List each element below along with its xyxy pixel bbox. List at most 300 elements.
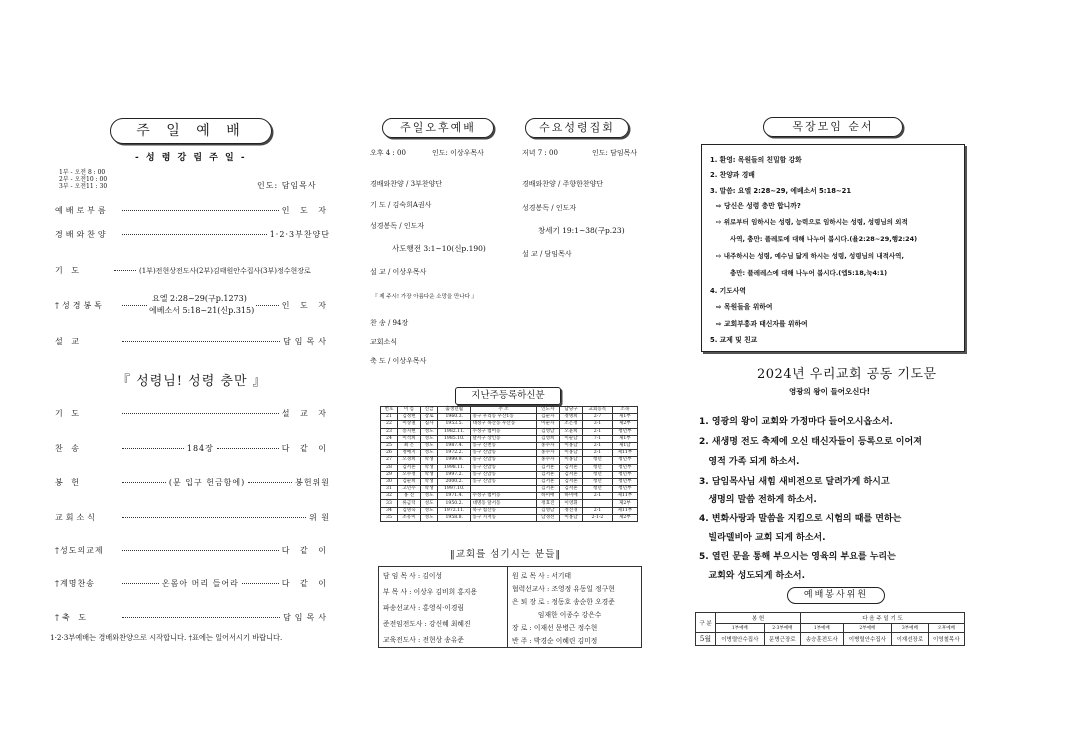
order-label: 기 도 <box>55 409 82 418</box>
table-cell: 김서흔 <box>559 471 582 478</box>
table-cell: 홍수자 <box>536 457 559 464</box>
order-item <box>55 443 330 454</box>
table-cell: 21 <box>381 414 398 421</box>
table-header-cell: 인도자 <box>536 407 559 414</box>
staff-line: 은 퇴 장 로 : 정동호 송순한 오경준 <box>512 598 615 606</box>
vol-head: 봉 헌 <box>716 613 801 624</box>
vol-subhead: 1부예배 <box>716 624 765 633</box>
table-cell: 동구 신암동 <box>471 464 536 471</box>
volunteers-title: 예배봉사위원 <box>787 587 885 604</box>
dot-leader <box>122 341 280 342</box>
table-cell: 1953.5. <box>438 421 471 428</box>
table-cell: 학생 <box>421 457 438 464</box>
cell-item: 5. 교제 및 친교 <box>710 336 758 344</box>
wednesday-service-title: 수요성령집회 <box>525 118 629 138</box>
sunday-leader: 인도: 담임목사 <box>257 181 317 190</box>
table-cell: 29 <box>381 471 398 478</box>
cell-item: ⇨ 내주하시는 성령, 예수님 닮게 하시는 성령, 성령님의 내적사역, <box>716 252 904 260</box>
table-cell: 이홍남 <box>559 450 582 457</box>
table-cell: 최 은 <box>397 442 420 449</box>
order-right: 1·2·3부찬양단 <box>269 230 330 239</box>
table-cell: 청년 <box>583 457 613 464</box>
table-cell: 35 <box>381 514 398 521</box>
table-cell: 하미애 <box>536 493 559 500</box>
table-header-cell: 출생년월 <box>438 407 471 414</box>
dot-leader <box>122 517 306 518</box>
table-cell: 학생 <box>421 486 438 493</box>
table-cell: 송지현 <box>397 428 420 435</box>
table-cell: 성도 <box>421 435 438 442</box>
cell-item: ⇨ 당신은 성령 충만 합니까? <box>716 202 801 210</box>
order-label: 봉 헌 <box>55 478 82 487</box>
table-cell: 오수정 <box>397 471 420 478</box>
table-cell: 김서흔 <box>536 464 559 471</box>
table-cell: 제11부 <box>612 507 637 514</box>
table-cell: 이석희 <box>397 435 420 442</box>
order-label: 기 도 <box>55 266 82 275</box>
table-cell: 25 <box>381 442 398 449</box>
table-cell: 홍수자 <box>536 450 559 457</box>
table-cell: 동구 신암동 <box>471 450 536 457</box>
order-item <box>55 477 330 488</box>
middle-column <box>370 0 650 756</box>
table-cell: 2000.2. <box>438 478 471 485</box>
table-cell: 제1남 <box>612 442 637 449</box>
table-cell <box>471 486 536 493</box>
order-label: †성경봉독 <box>55 301 105 310</box>
table-cell: 2-1 <box>583 493 613 500</box>
prayer-line: 생명의 말씀 전하게 하소서. <box>699 495 817 505</box>
table-cell: 이홍남 <box>559 442 582 449</box>
staff-title-text: 교회를 섬기시는 분들 <box>455 549 556 560</box>
order-item <box>55 612 330 623</box>
vol-subhead: 2부예배 <box>843 624 892 633</box>
staff-line: 임재한 이종수 강은수 <box>512 611 602 619</box>
table-cell: 제11부 <box>612 493 637 500</box>
prayer-line: 2. 새생명 전도 축제에 오신 태신자들이 등록으로 이어져 <box>699 437 922 447</box>
staff-line: 원 로 목 사 : 서기태 <box>512 572 572 580</box>
scripture-reading-2: 에베소서 5:18~21(신p.315) <box>149 306 255 315</box>
table-row <box>381 421 638 428</box>
table-cell: 조유미 <box>397 514 420 521</box>
afternoon-item: 설 교 / 이상우목사 <box>370 268 427 276</box>
table-cell: 이상철 <box>397 421 420 428</box>
table-cell: 청년 <box>583 471 613 478</box>
table-cell: 1997.10. <box>438 486 471 493</box>
cell-item: 충만: 플레레스에 대해 나누어 봅시다.(엡5:18,눅4:1) <box>730 269 888 277</box>
staff-line: 반 주 : 박경순 이혜린 김미정 <box>512 637 598 645</box>
order-item <box>55 545 330 556</box>
staff-line: 준전임전도사 : 강신혜 최혜진 <box>383 620 471 628</box>
table-cell: 이순남 <box>559 435 582 442</box>
table-cell: 2-1-2 <box>583 514 613 521</box>
table-cell: 성도 <box>421 493 438 500</box>
order-label: †계명찬송 <box>55 579 95 588</box>
cell-item: 사역, 충만: 플레토에 대해 나누어 봅시다.(욜2:28~29,행2:24) <box>730 235 918 243</box>
table-cell: 이홍남 <box>559 457 582 464</box>
table-cell: 김서흔 <box>559 478 582 485</box>
table-cell: 1958.8. <box>438 514 471 521</box>
table-row <box>381 442 638 449</box>
table-cell: 제2부 <box>612 514 637 521</box>
table-cell: 1960.3. <box>438 414 471 421</box>
table-header-cell: 번호 <box>381 407 398 414</box>
cell-item: 4. 기도사역 <box>710 287 746 295</box>
dot-leader <box>122 234 267 235</box>
order-right: 다 같 이 <box>281 444 330 453</box>
scripture-reading-1: 요엘 2:28~29(구p.1273) <box>152 294 247 303</box>
table-cell: 청년부 <box>612 464 637 471</box>
table-header-cell: 이 름 <box>397 407 420 414</box>
vol-cell: 이영철목사 <box>928 633 964 646</box>
table-cell: 청년부 <box>612 478 637 485</box>
staff-line: 교육전도사 : 전현상 송유준 <box>383 636 464 644</box>
table-cell: 학생 <box>421 471 438 478</box>
table-cell: 동구 신암동 <box>471 471 536 478</box>
order-label: 설 교 <box>55 337 82 346</box>
table-cell: 1950.2. <box>438 500 471 507</box>
table-cell: 대명동 달서동 <box>471 500 536 507</box>
table-row <box>381 464 638 471</box>
table-cell: 1997.2. <box>438 471 471 478</box>
order-item <box>55 512 330 523</box>
vol-cell: 이병렬안수집사 <box>716 633 765 646</box>
order-right: 다 같 이 <box>281 546 330 555</box>
table-cell: 청년부 <box>612 471 637 478</box>
staff-line: 장 로 : 이재선 문병근 정수현 <box>512 624 598 632</box>
table-cell: 1999.9. <box>438 457 471 464</box>
order-item <box>55 578 330 589</box>
volunteers-subhead-row <box>696 624 965 633</box>
table-cell: 김서흔 <box>536 471 559 478</box>
table-cell: 수성구 범어동 <box>471 493 536 500</box>
order-label: †성도의교제 <box>55 546 104 555</box>
table-cell: 김서흔 <box>559 486 582 493</box>
table-cell: 성도 <box>421 500 438 507</box>
afternoon-item: 성경봉독 / 인도자 <box>370 222 425 230</box>
vol-subhead: 3부예배 <box>892 624 928 633</box>
table-cell: 김서흔 <box>536 478 559 485</box>
table-cell: 이영휘 <box>559 500 582 507</box>
dot-leader <box>122 413 279 414</box>
order-item <box>55 229 330 240</box>
volunteers-head-row <box>696 613 965 624</box>
service-time-1: 1부 - 오전 8 : 00 <box>59 169 106 176</box>
table-cell: 1985.10. <box>438 435 471 442</box>
afternoon-leader: 인도: 이상우목사 <box>432 149 484 157</box>
dot-leader <box>248 482 292 483</box>
afternoon-worship-title: 주일오후예배 <box>382 118 494 138</box>
table-cell: 김영희 <box>536 435 559 442</box>
staff-line: 파송선교사 : 홍영식·이경림 <box>383 604 464 612</box>
table-cell: 동구 신암동 <box>471 457 536 464</box>
table-cell: 장로 <box>421 414 438 421</box>
table-cell: 성도 <box>421 428 438 435</box>
staff-box <box>378 566 642 648</box>
table-cell: 33 <box>381 500 398 507</box>
table-cell: 24 <box>381 435 398 442</box>
table-cell: 고민수 <box>397 486 420 493</box>
wednesday-leader: 인도: 담임목사 <box>592 149 638 157</box>
dot-leader <box>217 448 279 449</box>
order-label: 교회소식 <box>55 513 98 522</box>
wednesday-item: 설 교 / 담임목사 <box>522 250 572 258</box>
table-cell: 1972.2. <box>438 450 471 457</box>
table-cell: 성도 <box>421 442 438 449</box>
table-cell: 북구 침산동 <box>471 507 536 514</box>
staff-line: 협력선교사 : 조영정 유동일 정구현 <box>512 585 615 593</box>
staff-title: ‖교회를 섬기시는 분들‖ <box>450 549 562 560</box>
table-cell: 제2부 <box>612 421 637 428</box>
table-cell: 청년부 <box>612 457 637 464</box>
table-header-row <box>381 407 638 414</box>
service-time-3: 3부 - 오전11 : 30 <box>59 183 108 190</box>
footnote: 1·2·3부예배는 경배와찬양으로 시작합니다. †표에는 일어서시기 바랍니다. <box>50 633 283 642</box>
service-time-2: 2부 - 오전10 : 00 <box>59 176 108 183</box>
order-item <box>55 408 330 419</box>
right-column <box>695 0 970 756</box>
table-cell: 오윤희 <box>559 428 582 435</box>
wednesday-time: 저녁 7 : 00 <box>522 149 558 157</box>
table-cell: 정예지 <box>397 450 420 457</box>
table-header-cell: 소속 <box>612 407 637 414</box>
staff-line: 담 임 목 사 : 김이성 <box>383 572 443 580</box>
table-row <box>381 457 638 464</box>
table-cell: 23 <box>381 428 398 435</box>
table-cell: 청년부 <box>612 486 637 493</box>
table-row <box>381 493 638 500</box>
table-cell: 김정현 <box>397 414 420 421</box>
cell-group-box <box>701 144 965 352</box>
table-header-cell: 주 소 <box>471 407 536 414</box>
table-cell: 이순자 <box>536 421 559 428</box>
table-cell: 30 <box>381 478 398 485</box>
order-item <box>55 336 330 347</box>
table-cell: 남경선 <box>536 514 559 521</box>
table-cell: 2-1 <box>583 450 613 457</box>
table-cell: 김영남 <box>536 507 559 514</box>
prayer-line: 영적 가족 되게 하소서. <box>699 457 800 467</box>
afternoon-item: 기 도 / 김숙희A권사 <box>370 201 432 209</box>
table-cell: 학생 <box>421 478 438 485</box>
table-row <box>381 500 638 507</box>
table-row <box>381 428 638 435</box>
order-label: 예배로부름 <box>55 206 109 215</box>
table-cell: 대성구 목산동 우산동 <box>471 421 536 428</box>
table-row <box>381 471 638 478</box>
wednesday-scripture: 창세기 19:1~38(구p.23) <box>538 226 625 235</box>
order-item <box>55 265 330 276</box>
table-cell: 김서흔 <box>536 486 559 493</box>
staff-line: 부 목 사 : 이상우 김비희 홍지용 <box>383 588 478 596</box>
prayer-line: 빌라델비아 교회 되게 하소서. <box>699 533 826 543</box>
prayer-line: 3. 담임목사님 새힘 새비전으로 달려가게 하시고 <box>699 477 890 487</box>
table-cell: 청년 <box>583 486 613 493</box>
table-cell: 홍수자 <box>536 442 559 449</box>
afternoon-sermon-title: 『 제 주시! 가장 아름다운 소망을 만나다 』 <box>372 294 478 300</box>
table-cell: 조은정 <box>559 421 582 428</box>
order-value: 184장 <box>186 444 214 453</box>
sunday-worship-column <box>50 0 331 756</box>
vol-subhead: 오후예배 <box>928 624 964 633</box>
table-cell: 28 <box>381 464 398 471</box>
cell-item: ⇨ 위로부터 임하시는 성령, 능력으로 임하시는 성령, 성령님의 외적 <box>716 218 908 226</box>
table-cell: 정효진 <box>536 500 559 507</box>
prayer-subtitle: 영광의 왕이 들어오신다! <box>789 387 871 396</box>
order-value: (1부)전현상전도사(2부)김태원안수집사(3부)정수현장로 <box>139 267 311 275</box>
table-cell: 1982.11. <box>438 428 471 435</box>
vol-month: 5월 <box>696 633 716 646</box>
afternoon-item: 교회소식 <box>370 338 398 346</box>
table-cell: 동구 지저동 <box>471 514 536 521</box>
afternoon-item: 경배와찬양 / 3부찬양단 <box>370 180 443 188</box>
table-cell: 1987.4. <box>438 442 471 449</box>
table-row <box>381 435 638 442</box>
table-cell: 중구 우리동 우산1동 <box>471 414 536 421</box>
table-header-cell: 교회등록 <box>583 407 613 414</box>
dot-leader <box>242 583 279 584</box>
table-cell: 제11부 <box>612 450 637 457</box>
vol-cell: 송승훈전도사 <box>801 633 844 646</box>
vol-head: 구 분 <box>696 613 716 633</box>
afternoon-item: 찬 송 / 94장 <box>370 319 409 327</box>
table-cell: 31 <box>381 486 398 493</box>
table-cell: 27 <box>381 457 398 464</box>
table-cell: 김명숙 <box>397 507 420 514</box>
dot-leader <box>122 583 159 584</box>
order-label: †축 도 <box>55 613 89 622</box>
dot-leader <box>114 270 136 271</box>
table-cell: 오경희 <box>397 457 420 464</box>
table-row <box>381 486 638 493</box>
table-cell: 성도 <box>421 514 438 521</box>
table-cell: 달서구 상인동 <box>471 435 536 442</box>
order-right: 인 도 자 <box>281 301 330 310</box>
table-cell: 동구 신암동 <box>471 478 536 485</box>
volunteers-table <box>695 612 965 646</box>
prayer-line: 4. 변화사랑과 말씀을 지킴으로 시험의 때를 면하는 <box>699 514 902 524</box>
table-cell: 2-7 <box>583 414 613 421</box>
dot-leader <box>122 210 279 211</box>
table-row <box>381 450 638 457</box>
table-cell: 청년 <box>583 478 613 485</box>
vol-subhead: 1부예배 <box>801 624 844 633</box>
order-item <box>55 205 330 216</box>
table-cell: 집사 <box>421 421 438 428</box>
sunday-worship-subtitle: - 성 령 강 림 주 일 - <box>135 153 247 163</box>
table-cell: 정진경 <box>559 507 582 514</box>
table-cell: 26 <box>381 450 398 457</box>
staff-left <box>379 567 508 647</box>
table-cell: 수성구 범어동 <box>471 428 536 435</box>
table-cell: 청년부 <box>612 428 637 435</box>
order-label: 경배와찬양 <box>55 230 109 239</box>
table-cell: 김서흔 <box>559 464 582 471</box>
table-row <box>381 514 638 521</box>
table-cell: 청년 <box>583 464 613 471</box>
past-registrants-title: 지난주등록하신분 <box>455 387 561 405</box>
table-cell: 김영남 <box>536 428 559 435</box>
prayer-line: 5. 열린 문을 통해 부으시는 영육의 부요를 누리는 <box>699 552 896 562</box>
table-cell: 동구 신천동 <box>471 442 536 449</box>
volunteers-row <box>696 633 965 646</box>
cell-item: 2. 찬양과 경배 <box>710 171 755 179</box>
vol-cell: 문병근장로 <box>764 633 800 646</box>
table-header-cell: 담당구 <box>559 407 582 414</box>
afternoon-time: 오후 4 : 00 <box>370 149 406 157</box>
table-cell: 성도 <box>421 450 438 457</box>
order-right: 다 같 이 <box>281 579 331 588</box>
table-cell: 3-1 <box>583 421 613 428</box>
afternoon-scripture: 사도행전 3:1~10(신p.190) <box>392 244 486 253</box>
table-cell: 하미애 <box>559 493 582 500</box>
sunday-worship-title: 주 일 예 배 <box>110 118 272 144</box>
order-value: (문 입구 헌금함에) <box>168 478 246 487</box>
order-right: 담임목사 <box>283 337 330 346</box>
dot-leader <box>122 482 166 483</box>
table-cell: 제1부 <box>612 414 637 421</box>
cell-item: 1. 환영: 목원들의 친밀함 강화 <box>710 156 802 164</box>
afternoon-item: 축 도 / 이상우목사 <box>370 357 427 365</box>
table-cell: 1972.11. <box>438 507 471 514</box>
prayer-title: 2024년 우리교회 공동 기도문 <box>757 367 937 382</box>
order-right: 위 원 <box>309 513 330 522</box>
table-cell: 성도 <box>421 507 438 514</box>
wednesday-item: 성경봉독 / 인도자 <box>522 204 577 212</box>
table-header-cell: 신급 <box>421 407 438 414</box>
dot-leader <box>122 550 279 551</box>
table-cell: 제1부 <box>612 435 637 442</box>
table-row <box>381 507 638 514</box>
table-row <box>381 414 638 421</box>
cell-item: ⇨ 목원들을 위하여 <box>716 303 773 311</box>
table-cell: 2-1 <box>583 442 613 449</box>
table-cell: 홍 진 <box>397 493 420 500</box>
table-cell: 34 <box>381 507 398 514</box>
order-label: 찬 송 <box>55 444 82 453</box>
table-cell: 학생 <box>421 464 438 471</box>
order-right: 담임목사 <box>283 613 330 622</box>
dot-leader <box>122 617 280 618</box>
table-cell: 이홍남 <box>559 514 582 521</box>
table-cell: 김서흔 <box>397 464 420 471</box>
table-cell: 제2부 <box>612 500 637 507</box>
order-right: 봉헌위원 <box>295 478 331 487</box>
table-row <box>381 478 638 485</box>
table-cell: 정병희 <box>559 414 582 421</box>
sermon-title: 『 성령님! 성령 충만 』 <box>117 374 267 389</box>
dot-leader <box>122 448 184 449</box>
table-cell: 1971.4. <box>438 493 471 500</box>
wednesday-item: 경배와찬양 / 주향한찬양단 <box>522 180 604 188</box>
table-cell: 22 <box>381 421 398 428</box>
table-cell: 김순희 <box>397 478 420 485</box>
vol-subhead: 2·3부예배 <box>764 624 800 633</box>
table-cell: 1998.11. <box>438 464 471 471</box>
table-cell: 2-1 <box>583 507 613 514</box>
table-cell: 7-1 <box>583 435 613 442</box>
table-cell <box>583 500 613 507</box>
vol-cell: 이병렬안수집사 <box>843 633 892 646</box>
table-cell: 32 <box>381 493 398 500</box>
prayer-line: 교회와 성도되게 하소서. <box>699 571 806 581</box>
cell-group-title: 목장모임 순서 <box>763 117 903 137</box>
table-cell: 김순자 <box>536 414 559 421</box>
order-right: 인 도 자 <box>281 206 330 215</box>
vol-cell: 이재선장로 <box>892 633 928 646</box>
table-cell: 2-1 <box>583 428 613 435</box>
registrants-table <box>380 406 638 522</box>
